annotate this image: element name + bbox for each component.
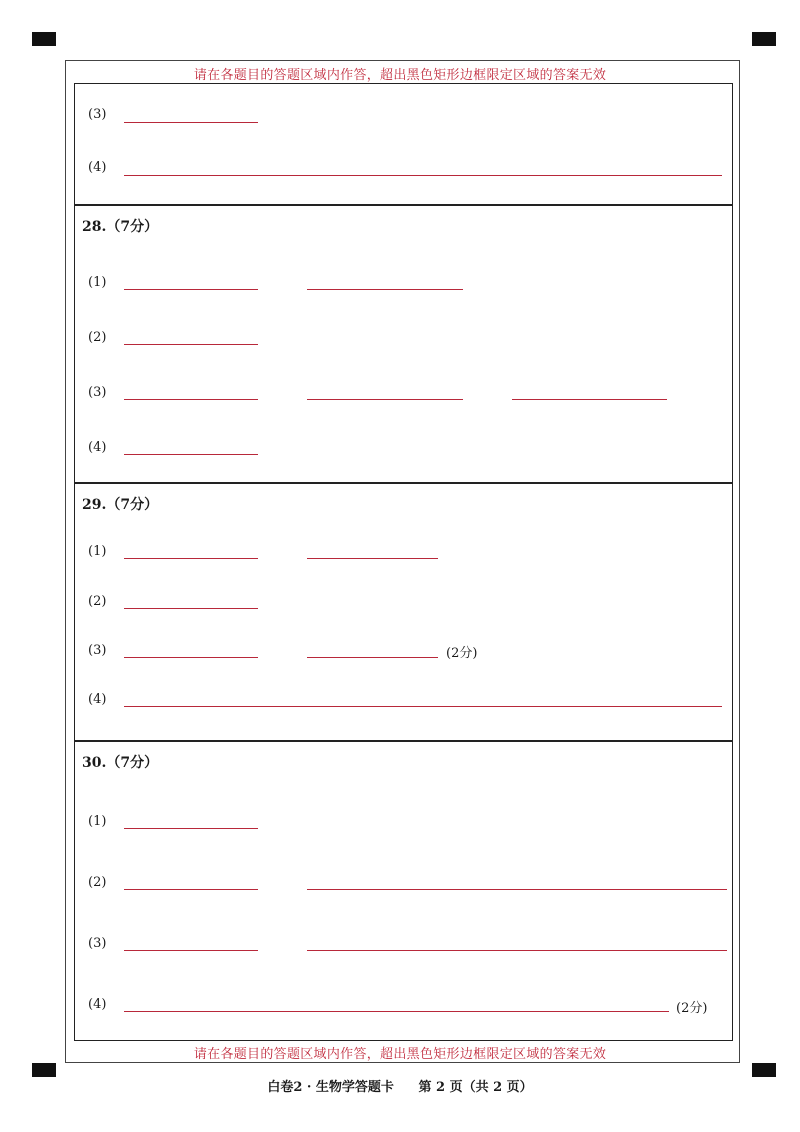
answer-box-q27 <box>74 83 733 205</box>
q27-item-3-answer-line[interactable] <box>124 122 258 123</box>
q28-title: 28.（7分） <box>82 219 159 235</box>
warning-bottom: 请在各题目的答题区域内作答，超出黑色矩形边框限定区域的答案无效 <box>193 1047 607 1062</box>
q29-item-4-answer-line[interactable] <box>124 706 722 707</box>
q28-item-2-label: (2) <box>88 330 107 345</box>
q29-item-2-answer-line[interactable] <box>124 608 258 609</box>
q30-item-4-points: (2分) <box>676 1001 708 1016</box>
q29-item-3-answer-line-b[interactable] <box>307 657 438 658</box>
registration-marker-top-left <box>32 32 56 46</box>
q30-item-1-answer-line[interactable] <box>124 828 258 829</box>
q29-item-1-answer-line-a[interactable] <box>124 558 258 559</box>
q30-item-2-answer-line-b[interactable] <box>307 889 727 890</box>
q29-item-3-answer-line-a[interactable] <box>124 657 258 658</box>
q29-item-3-points: (2分) <box>446 646 478 661</box>
answer-box-q30 <box>74 741 733 1041</box>
q29-item-2-label: (2) <box>88 594 107 609</box>
q29-item-4-label: (4) <box>88 692 107 707</box>
q28-item-4-answer-line[interactable] <box>124 454 258 455</box>
answer-box-q29 <box>74 483 733 741</box>
footer-page-number: 第 2 页（共 2 页） <box>418 1080 533 1095</box>
warning-top: 请在各题目的答题区域内作答，超出黑色矩形边框限定区域的答案无效 <box>193 68 607 83</box>
q30-item-1-label: (1) <box>88 814 107 829</box>
q27-item-4-answer-line[interactable] <box>124 175 722 176</box>
q30-title: 30.（7分） <box>82 755 159 771</box>
q30-item-2-answer-line-a[interactable] <box>124 889 258 890</box>
page-footer <box>0 1076 800 1095</box>
q28-item-1-label: (1) <box>88 275 107 290</box>
q29-title: 29.（7分） <box>82 497 159 513</box>
q29-item-1-label: (1) <box>88 544 107 559</box>
registration-marker-top-right <box>752 32 776 46</box>
q28-item-1-answer-line-b[interactable] <box>307 289 463 290</box>
q27-item-3-label: (3) <box>88 107 107 122</box>
q28-item-3-answer-line-b[interactable] <box>307 399 463 400</box>
q28-item-1-answer-line-a[interactable] <box>124 289 258 290</box>
q30-item-3-label: (3) <box>88 936 107 951</box>
q28-item-4-label: (4) <box>88 440 107 455</box>
q30-item-3-answer-line-a[interactable] <box>124 950 258 951</box>
q30-item-4-answer-line[interactable] <box>124 1011 669 1012</box>
q27-item-4-label: (4) <box>88 160 107 175</box>
q30-item-2-label: (2) <box>88 875 107 890</box>
footer-paper-name: 白卷2 · 生物学答题卡 <box>267 1080 394 1095</box>
q28-item-3-label: (3) <box>88 385 107 400</box>
q29-item-3-label: (3) <box>88 643 107 658</box>
q30-item-4-label: (4) <box>88 997 107 1012</box>
q28-item-2-answer-line[interactable] <box>124 344 258 345</box>
q29-item-1-answer-line-b[interactable] <box>307 558 438 559</box>
q30-item-3-answer-line-b[interactable] <box>307 950 727 951</box>
q28-item-3-answer-line-a[interactable] <box>124 399 258 400</box>
q28-item-3-answer-line-c[interactable] <box>512 399 667 400</box>
registration-marker-bottom-left <box>32 1063 56 1077</box>
registration-marker-bottom-right <box>752 1063 776 1077</box>
